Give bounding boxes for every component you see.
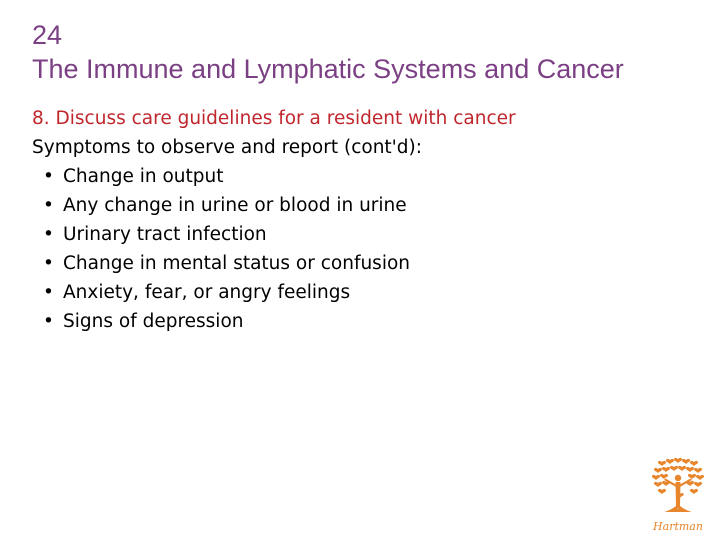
bullet-item <box>32 191 516 220</box>
bullet-text: Urinary tract infection <box>63 224 267 245</box>
intro-text: Symptoms to observe and report (cont'd): <box>32 137 422 158</box>
hartman-logo <box>640 454 720 540</box>
bullet-list <box>32 162 516 336</box>
bullet-item <box>32 162 516 191</box>
slide-content <box>32 104 516 336</box>
bullet-dot-icon: • <box>43 195 54 216</box>
slide-title-block <box>32 18 624 86</box>
section-heading: 8. Discuss care guidelines for a resident with cancer <box>32 108 516 129</box>
logo-text: Hartman <box>653 520 703 533</box>
bullet-item <box>32 249 516 278</box>
slide-number: 24 <box>32 20 63 50</box>
bullet-text: Signs of depression <box>63 311 244 332</box>
bullet-dot-icon: • <box>43 282 54 303</box>
slide-title: The Immune and Lymphatic Systems and Cancer <box>32 54 624 84</box>
bullet-dot-icon: • <box>43 224 54 245</box>
bullet-text: Any change in urine or blood in urine <box>63 195 407 216</box>
bullet-text: Change in mental status or confusion <box>63 253 411 274</box>
bullet-dot-icon: • <box>43 166 54 187</box>
bullet-text: Change in output <box>63 166 224 187</box>
bullet-text: Anxiety, fear, or angry feelings <box>63 282 351 303</box>
heart-tree-logo-icon <box>640 454 720 540</box>
bullet-dot-icon: • <box>43 311 54 332</box>
bullet-item <box>32 220 516 249</box>
bullet-item <box>32 307 516 336</box>
bullet-dot-icon: • <box>43 253 54 274</box>
bullet-item <box>32 278 516 307</box>
